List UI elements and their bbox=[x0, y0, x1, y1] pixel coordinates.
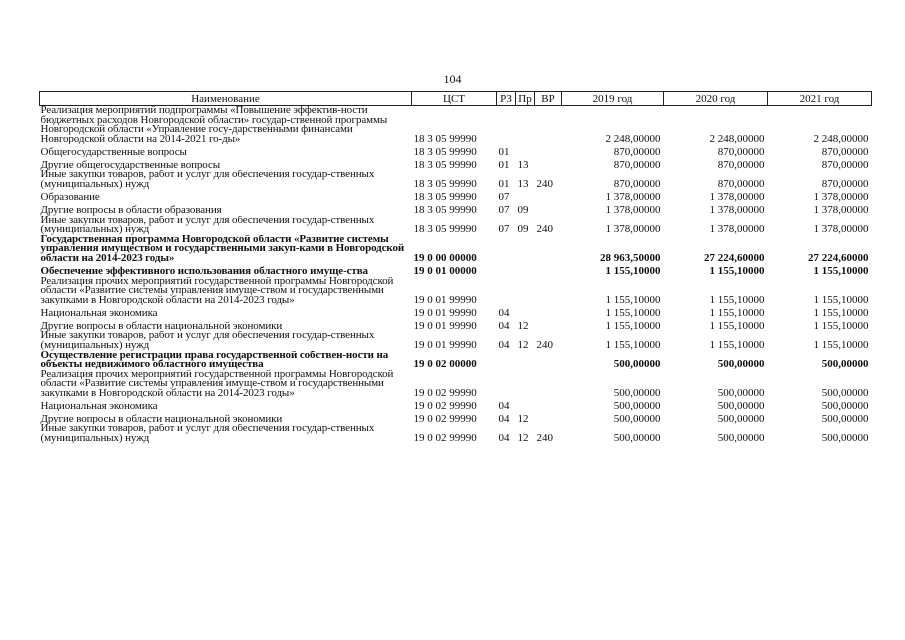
table-row bbox=[40, 351, 872, 370]
cell-2020: 1 155,10000 bbox=[709, 319, 765, 332]
cell-vr bbox=[535, 190, 562, 203]
table-row bbox=[40, 216, 872, 235]
cell-2020: 870,00000 bbox=[717, 145, 765, 158]
cell-name: Другие вопросы в области национальной экономики bbox=[40, 412, 283, 425]
cell-name: Национальная экономика bbox=[40, 399, 158, 412]
cell-2020: 1 378,00000 bbox=[709, 190, 765, 203]
cell-rz: 04 bbox=[498, 399, 510, 412]
cell-cst: 19 0 02 99990 bbox=[413, 399, 477, 412]
cell-cst: 19 0 02 99990 bbox=[413, 386, 477, 399]
cell-2021: 1 378,00000 bbox=[813, 223, 869, 235]
cell-name: Иные закупки товаров, работ и услуг для обеспечения государ-ственных (муниципальных) нужд bbox=[40, 215, 375, 235]
cell-cst: 18 3 05 99990 bbox=[413, 132, 477, 145]
cell-2020: 500,00000 bbox=[717, 432, 765, 444]
cell-2019: 2 248,00000 bbox=[605, 132, 661, 145]
cell-cst: 19 0 01 99990 bbox=[413, 338, 477, 351]
cell-rz bbox=[497, 277, 516, 306]
cell-pr: 13 bbox=[517, 158, 529, 171]
cell-rz bbox=[497, 264, 516, 277]
cell-pr bbox=[516, 235, 535, 264]
cell-2021: 27 224,60000 bbox=[808, 251, 869, 264]
cell-name: Осуществление регистрации права государственной собствен-ности на объекты недвижимого областного имущества bbox=[40, 350, 389, 370]
cell-2019: 870,00000 bbox=[613, 145, 661, 158]
cell-cst: 19 0 00 00000 bbox=[413, 251, 477, 264]
header-2020: 2020 год bbox=[664, 92, 768, 106]
cell-name: Иные закупки товаров, работ и услуг для обеспечения государ-ственных (муниципальных) нужд bbox=[40, 331, 375, 351]
cell-cst: 19 0 01 99990 bbox=[413, 306, 477, 319]
header-name: Наименование bbox=[40, 92, 412, 106]
cell-rz: 04 bbox=[498, 412, 510, 425]
cell-cst: 19 0 02 99990 bbox=[413, 432, 477, 444]
cell-2020: 1 378,00000 bbox=[709, 203, 765, 216]
cell-rz: 01 bbox=[498, 145, 510, 158]
table-row bbox=[40, 157, 872, 170]
cell-2019: 500,00000 bbox=[613, 358, 661, 370]
cell-2020: 500,00000 bbox=[717, 412, 765, 425]
cell-cst: 19 0 01 00000 bbox=[413, 264, 477, 277]
cell-name: Реализация прочих мероприятий государственной программы Новгородской области «Развитие системы управления имуще-ством и государственными закупками в Новгородской области на 2014-2023 годы» bbox=[40, 369, 394, 399]
cell-name: Образование bbox=[40, 190, 100, 203]
cell-2019: 28 963,50000 bbox=[600, 251, 661, 264]
cell-pr: 13 bbox=[517, 177, 529, 190]
cell-rz: 04 bbox=[498, 319, 510, 332]
cell-name: Национальная экономика bbox=[40, 306, 158, 319]
cell-rz: 04 bbox=[498, 432, 510, 444]
table-header bbox=[40, 92, 872, 106]
cell-vr bbox=[535, 305, 562, 318]
table-row bbox=[40, 277, 872, 306]
cell-name: Обеспечение эффективного использования областного имуще-ства bbox=[40, 264, 368, 277]
cell-vr bbox=[535, 264, 562, 277]
cell-vr: 240 bbox=[536, 338, 553, 351]
cell-2020: 500,00000 bbox=[717, 358, 765, 370]
cell-cst: 19 0 01 99990 bbox=[413, 293, 477, 306]
table-row bbox=[40, 318, 872, 331]
cell-rz bbox=[497, 106, 516, 145]
cell-vr bbox=[535, 351, 562, 370]
cell-2020: 1 155,10000 bbox=[709, 338, 765, 351]
cell-vr bbox=[535, 144, 562, 157]
table-row bbox=[40, 370, 872, 399]
cell-pr bbox=[516, 264, 535, 277]
cell-2021: 1 155,10000 bbox=[813, 306, 869, 319]
table-row bbox=[40, 264, 872, 277]
cell-2021: 870,00000 bbox=[821, 145, 869, 158]
cell-2019: 500,00000 bbox=[613, 432, 661, 444]
cell-2021: 870,00000 bbox=[821, 158, 869, 171]
cell-2021: 1 155,10000 bbox=[813, 338, 869, 351]
cell-rz bbox=[497, 235, 516, 264]
cell-cst: 18 3 05 99990 bbox=[413, 223, 477, 235]
cell-2021: 1 155,10000 bbox=[813, 319, 869, 332]
cell-name: Общегосударственные вопросы bbox=[40, 145, 187, 158]
cell-rz bbox=[497, 370, 516, 399]
cell-pr bbox=[516, 351, 535, 370]
cell-cst: 19 0 02 00000 bbox=[413, 358, 477, 370]
cell-name: Реализация мероприятий подпрограммы «Повышение эффектив-ности бюджетных расходов Новгородской области» государ-ственной программы Новгородской области «Управление госу-дарственными финансами Новгородской области на 2014-2021 го-ды» bbox=[40, 105, 388, 145]
cell-rz: 07 bbox=[498, 203, 510, 216]
cell-pr bbox=[516, 144, 535, 157]
cell-2019: 500,00000 bbox=[613, 412, 661, 425]
table-row bbox=[40, 106, 872, 145]
cell-vr bbox=[535, 235, 562, 264]
cell-cst: 18 3 05 99990 bbox=[413, 177, 477, 190]
cell-pr: 12 bbox=[517, 338, 529, 351]
cell-2020: 1 155,10000 bbox=[709, 264, 765, 277]
cell-2020: 500,00000 bbox=[717, 386, 765, 399]
cell-2019: 1 155,10000 bbox=[605, 319, 661, 332]
cell-name: Другие общегосударственные вопросы bbox=[40, 158, 221, 171]
cell-2020: 870,00000 bbox=[717, 158, 765, 171]
cell-pr bbox=[516, 190, 535, 203]
table-row bbox=[40, 144, 872, 157]
cell-pr: 12 bbox=[517, 319, 529, 332]
cell-vr bbox=[535, 277, 562, 306]
cell-cst: 18 3 05 99990 bbox=[413, 158, 477, 171]
cell-rz: 01 bbox=[498, 177, 510, 190]
cell-rz: 01 bbox=[498, 158, 510, 171]
cell-pr bbox=[516, 305, 535, 318]
cell-2021: 1 378,00000 bbox=[813, 203, 869, 216]
table-row bbox=[40, 398, 872, 411]
cell-rz: 07 bbox=[498, 190, 510, 203]
cell-vr bbox=[535, 318, 562, 331]
cell-vr bbox=[535, 370, 562, 399]
cell-2019: 1 378,00000 bbox=[605, 203, 661, 216]
cell-2020: 500,00000 bbox=[717, 399, 765, 412]
table-body bbox=[40, 106, 872, 444]
table-row bbox=[40, 203, 872, 216]
cell-2020: 1 155,10000 bbox=[709, 306, 765, 319]
cell-2021: 1 155,10000 bbox=[813, 293, 869, 306]
cell-name: Иные закупки товаров, работ и услуг для обеспечения государ-ственных (муниципальных) нужд bbox=[40, 424, 375, 444]
cell-2021: 500,00000 bbox=[821, 412, 869, 425]
cell-pr: 12 bbox=[517, 432, 529, 444]
cell-rz: 04 bbox=[498, 338, 510, 351]
cell-2021: 500,00000 bbox=[821, 386, 869, 399]
header-2019: 2019 год bbox=[562, 92, 664, 106]
cell-2021: 500,00000 bbox=[821, 399, 869, 412]
table-row bbox=[40, 411, 872, 424]
cell-name: Другие вопросы в области образования bbox=[40, 203, 222, 216]
cell-pr: 09 bbox=[517, 223, 529, 235]
budget-table bbox=[39, 91, 872, 444]
cell-vr: 240 bbox=[536, 223, 553, 235]
cell-2019: 870,00000 bbox=[613, 177, 661, 190]
cell-rz: 04 bbox=[498, 306, 510, 319]
header-rz: РЗ bbox=[497, 92, 516, 106]
cell-pr bbox=[516, 277, 535, 306]
cell-2020: 2 248,00000 bbox=[709, 132, 765, 145]
cell-cst: 19 0 01 99990 bbox=[413, 319, 477, 332]
cell-2020: 870,00000 bbox=[717, 177, 765, 190]
cell-2020: 1 155,10000 bbox=[709, 293, 765, 306]
cell-2021: 2 248,00000 bbox=[813, 132, 869, 145]
cell-2019: 500,00000 bbox=[613, 399, 661, 412]
table-row bbox=[40, 190, 872, 203]
page-number: 104 bbox=[443, 72, 462, 86]
cell-cst: 18 3 05 99990 bbox=[413, 145, 477, 158]
cell-pr bbox=[516, 398, 535, 411]
cell-2021: 1 155,10000 bbox=[813, 264, 869, 277]
cell-2019: 1 155,10000 bbox=[605, 293, 661, 306]
cell-pr: 09 bbox=[517, 203, 529, 216]
cell-2021: 1 378,00000 bbox=[813, 190, 869, 203]
cell-2021: 500,00000 bbox=[821, 358, 869, 370]
cell-rz bbox=[497, 351, 516, 370]
table-row bbox=[40, 170, 872, 189]
cell-vr bbox=[535, 411, 562, 424]
table-row bbox=[40, 424, 872, 443]
cell-pr bbox=[516, 106, 535, 145]
cell-vr bbox=[535, 398, 562, 411]
cell-2019: 500,00000 bbox=[613, 386, 661, 399]
table-row bbox=[40, 331, 872, 350]
cell-name: Другие вопросы в области национальной экономики bbox=[40, 319, 283, 332]
table-row bbox=[40, 305, 872, 318]
cell-vr bbox=[535, 203, 562, 216]
cell-2019: 1 378,00000 bbox=[605, 223, 661, 235]
cell-pr bbox=[516, 370, 535, 399]
cell-2019: 1 155,10000 bbox=[605, 264, 661, 277]
header-2021: 2021 год bbox=[768, 92, 872, 106]
cell-2019: 1 155,10000 bbox=[605, 338, 661, 351]
cell-2019: 870,00000 bbox=[613, 158, 661, 171]
cell-name: Реализация прочих мероприятий государственной программы Новгородской области «Развитие системы управления имуще-ством и государственными закупками в Новгородской области на 2014-2023 годы» bbox=[40, 276, 394, 306]
header-cst: ЦСТ bbox=[412, 92, 497, 106]
cell-vr: 240 bbox=[536, 432, 553, 444]
cell-cst: 19 0 02 99990 bbox=[413, 412, 477, 425]
cell-2020: 1 378,00000 bbox=[709, 223, 765, 235]
table-row bbox=[40, 235, 872, 264]
cell-rz: 07 bbox=[498, 223, 510, 235]
cell-2020: 27 224,60000 bbox=[704, 251, 765, 264]
cell-cst: 18 3 05 99990 bbox=[413, 190, 477, 203]
cell-name: Иные закупки товаров, работ и услуг для обеспечения государ-ственных (муниципальных) нужд bbox=[40, 170, 375, 190]
header-vr: ВР bbox=[535, 92, 562, 106]
cell-cst: 18 3 05 99990 bbox=[413, 203, 477, 216]
cell-2019: 1 155,10000 bbox=[605, 306, 661, 319]
header-pr: Пр bbox=[516, 92, 535, 106]
cell-pr: 12 bbox=[517, 412, 529, 425]
cell-2021: 870,00000 bbox=[821, 177, 869, 190]
cell-vr bbox=[535, 157, 562, 170]
cell-vr bbox=[535, 106, 562, 145]
cell-name: Государственная программа Новгородской области «Развитие системы управления имуществом и государственными закуп-ками в Новгородской области на 2014-2023 годы» bbox=[40, 234, 405, 264]
cell-vr: 240 bbox=[536, 177, 553, 190]
cell-2019: 1 378,00000 bbox=[605, 190, 661, 203]
cell-2021: 500,00000 bbox=[821, 432, 869, 444]
